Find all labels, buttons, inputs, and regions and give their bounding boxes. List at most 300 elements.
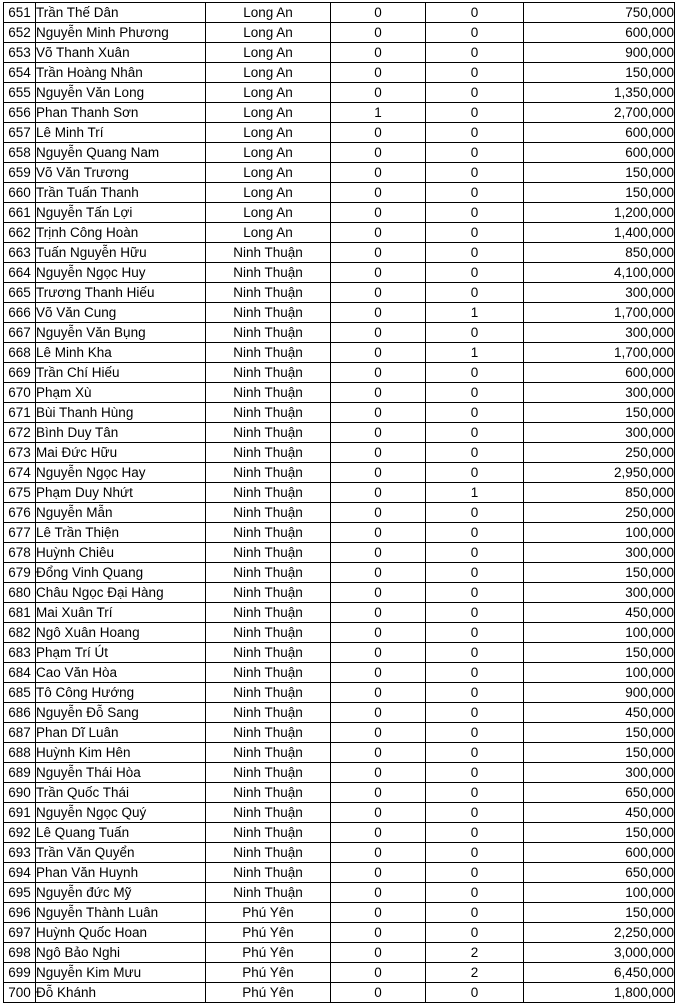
amount-cell[interactable]: 900,000 — [524, 683, 675, 703]
amount-cell[interactable]: 150,000 — [524, 823, 675, 843]
amount-cell[interactable]: 300,000 — [524, 423, 675, 443]
row-number-cell[interactable]: 660 — [4, 183, 36, 203]
row-number-cell[interactable]: 666 — [4, 303, 36, 323]
province-cell[interactable]: Ninh Thuận — [206, 723, 331, 743]
province-cell[interactable]: Ninh Thuận — [206, 483, 331, 503]
full-name-cell[interactable]: Nguyễn Tấn Lợi — [36, 203, 206, 223]
count-2-cell[interactable]: 0 — [426, 363, 524, 383]
count-2-cell[interactable]: 0 — [426, 163, 524, 183]
count-1-cell[interactable]: 0 — [331, 483, 426, 503]
count-1-cell[interactable]: 0 — [331, 343, 426, 363]
full-name-cell[interactable]: Nguyễn Thành Luân — [36, 903, 206, 923]
amount-cell[interactable]: 300,000 — [524, 583, 675, 603]
count-2-cell[interactable]: 0 — [426, 63, 524, 83]
count-1-cell[interactable]: 0 — [331, 243, 426, 263]
row-number-cell[interactable]: 679 — [4, 563, 36, 583]
count-1-cell[interactable]: 0 — [331, 403, 426, 423]
row-number-cell[interactable]: 668 — [4, 343, 36, 363]
full-name-cell[interactable]: Trương Thanh Hiếu — [36, 283, 206, 303]
amount-cell[interactable]: 150,000 — [524, 563, 675, 583]
amount-cell[interactable]: 750,000 — [524, 3, 675, 23]
full-name-cell[interactable]: Huỳnh Quốc Hoan — [36, 923, 206, 943]
full-name-cell[interactable]: Trịnh Công Hoàn — [36, 223, 206, 243]
row-number-cell[interactable]: 698 — [4, 943, 36, 963]
row-number-cell[interactable]: 689 — [4, 763, 36, 783]
amount-cell[interactable]: 300,000 — [524, 763, 675, 783]
count-1-cell[interactable]: 0 — [331, 383, 426, 403]
province-cell[interactable]: Phú Yên — [206, 903, 331, 923]
count-1-cell[interactable]: 0 — [331, 943, 426, 963]
full-name-cell[interactable]: Nguyễn Kim Mưu — [36, 963, 206, 983]
amount-cell[interactable]: 600,000 — [524, 843, 675, 863]
province-cell[interactable]: Ninh Thuận — [206, 863, 331, 883]
count-2-cell[interactable]: 0 — [426, 283, 524, 303]
row-number-cell[interactable]: 658 — [4, 143, 36, 163]
row-number-cell[interactable]: 663 — [4, 243, 36, 263]
count-1-cell[interactable]: 0 — [331, 723, 426, 743]
count-2-cell[interactable]: 0 — [426, 783, 524, 803]
count-1-cell[interactable]: 0 — [331, 963, 426, 983]
row-number-cell[interactable]: 661 — [4, 203, 36, 223]
amount-cell[interactable]: 1,800,000 — [524, 983, 675, 1003]
full-name-cell[interactable]: Nguyễn Minh Phương — [36, 23, 206, 43]
amount-cell[interactable]: 300,000 — [524, 323, 675, 343]
count-2-cell[interactable]: 0 — [426, 23, 524, 43]
province-cell[interactable]: Ninh Thuận — [206, 503, 331, 523]
count-2-cell[interactable]: 0 — [426, 263, 524, 283]
count-1-cell[interactable]: 0 — [331, 883, 426, 903]
province-cell[interactable]: Ninh Thuận — [206, 643, 331, 663]
province-cell[interactable]: Phú Yên — [206, 943, 331, 963]
row-number-cell[interactable]: 687 — [4, 723, 36, 743]
row-number-cell[interactable]: 657 — [4, 123, 36, 143]
province-cell[interactable]: Long An — [206, 43, 331, 63]
full-name-cell[interactable]: Võ Văn Cung — [36, 303, 206, 323]
full-name-cell[interactable]: Bình Duy Tân — [36, 423, 206, 443]
amount-cell[interactable]: 450,000 — [524, 603, 675, 623]
row-number-cell[interactable]: 651 — [4, 3, 36, 23]
count-2-cell[interactable]: 0 — [426, 503, 524, 523]
province-cell[interactable]: Ninh Thuận — [206, 883, 331, 903]
count-2-cell[interactable]: 0 — [426, 43, 524, 63]
amount-cell[interactable]: 150,000 — [524, 903, 675, 923]
count-2-cell[interactable]: 1 — [426, 343, 524, 363]
count-2-cell[interactable]: 0 — [426, 743, 524, 763]
province-cell[interactable]: Ninh Thuận — [206, 443, 331, 463]
amount-cell[interactable]: 250,000 — [524, 503, 675, 523]
count-2-cell[interactable]: 0 — [426, 183, 524, 203]
province-cell[interactable]: Phú Yên — [206, 983, 331, 1003]
amount-cell[interactable]: 2,950,000 — [524, 463, 675, 483]
count-1-cell[interactable]: 0 — [331, 663, 426, 683]
amount-cell[interactable]: 1,400,000 — [524, 223, 675, 243]
amount-cell[interactable]: 150,000 — [524, 403, 675, 423]
full-name-cell[interactable]: Phan Dĩ Luân — [36, 723, 206, 743]
row-number-cell[interactable]: 678 — [4, 543, 36, 563]
province-cell[interactable]: Ninh Thuận — [206, 743, 331, 763]
province-cell[interactable]: Ninh Thuận — [206, 703, 331, 723]
province-cell[interactable]: Ninh Thuận — [206, 683, 331, 703]
full-name-cell[interactable]: Tô Công Hướng — [36, 683, 206, 703]
amount-cell[interactable]: 1,700,000 — [524, 343, 675, 363]
full-name-cell[interactable]: Lê Minh Trí — [36, 123, 206, 143]
count-1-cell[interactable]: 0 — [331, 983, 426, 1003]
province-cell[interactable]: Ninh Thuận — [206, 403, 331, 423]
count-2-cell[interactable]: 0 — [426, 143, 524, 163]
count-2-cell[interactable]: 0 — [426, 703, 524, 723]
full-name-cell[interactable]: Lê Trần Thiện — [36, 523, 206, 543]
full-name-cell[interactable]: Trần Hoàng Nhân — [36, 63, 206, 83]
full-name-cell[interactable]: Nguyễn Ngọc Quý — [36, 803, 206, 823]
count-2-cell[interactable]: 2 — [426, 943, 524, 963]
count-1-cell[interactable]: 0 — [331, 623, 426, 643]
province-cell[interactable]: Ninh Thuận — [206, 763, 331, 783]
full-name-cell[interactable]: Phạm Trí Út — [36, 643, 206, 663]
province-cell[interactable]: Long An — [206, 83, 331, 103]
count-1-cell[interactable]: 0 — [331, 303, 426, 323]
full-name-cell[interactable]: Huỳnh Kim Hên — [36, 743, 206, 763]
amount-cell[interactable]: 1,350,000 — [524, 83, 675, 103]
amount-cell[interactable]: 850,000 — [524, 483, 675, 503]
count-2-cell[interactable]: 0 — [426, 903, 524, 923]
count-1-cell[interactable]: 0 — [331, 123, 426, 143]
count-2-cell[interactable]: 0 — [426, 203, 524, 223]
amount-cell[interactable]: 100,000 — [524, 663, 675, 683]
row-number-cell[interactable]: 676 — [4, 503, 36, 523]
province-cell[interactable]: Ninh Thuận — [206, 523, 331, 543]
row-number-cell[interactable]: 665 — [4, 283, 36, 303]
count-1-cell[interactable]: 0 — [331, 423, 426, 443]
row-number-cell[interactable]: 695 — [4, 883, 36, 903]
row-number-cell[interactable]: 653 — [4, 43, 36, 63]
row-number-cell[interactable]: 664 — [4, 263, 36, 283]
full-name-cell[interactable]: Ngô Bảo Nghi — [36, 943, 206, 963]
province-cell[interactable]: Long An — [206, 123, 331, 143]
province-cell[interactable]: Ninh Thuận — [206, 783, 331, 803]
province-cell[interactable]: Ninh Thuận — [206, 363, 331, 383]
count-2-cell[interactable]: 0 — [426, 843, 524, 863]
row-number-cell[interactable]: 680 — [4, 583, 36, 603]
amount-cell[interactable]: 650,000 — [524, 783, 675, 803]
count-2-cell[interactable]: 1 — [426, 303, 524, 323]
province-cell[interactable]: Long An — [206, 23, 331, 43]
count-2-cell[interactable]: 0 — [426, 103, 524, 123]
count-2-cell[interactable]: 0 — [426, 763, 524, 783]
row-number-cell[interactable]: 652 — [4, 23, 36, 43]
row-number-cell[interactable]: 677 — [4, 523, 36, 543]
count-2-cell[interactable]: 0 — [426, 563, 524, 583]
count-2-cell[interactable]: 0 — [426, 803, 524, 823]
count-1-cell[interactable]: 0 — [331, 263, 426, 283]
full-name-cell[interactable]: Trần Chí Hiếu — [36, 363, 206, 383]
count-1-cell[interactable]: 0 — [331, 863, 426, 883]
row-number-cell[interactable]: 692 — [4, 823, 36, 843]
province-cell[interactable]: Ninh Thuận — [206, 803, 331, 823]
count-1-cell[interactable]: 0 — [331, 823, 426, 843]
amount-cell[interactable]: 100,000 — [524, 523, 675, 543]
count-2-cell[interactable]: 0 — [426, 583, 524, 603]
count-1-cell[interactable]: 0 — [331, 803, 426, 823]
row-number-cell[interactable]: 681 — [4, 603, 36, 623]
province-cell[interactable]: Long An — [206, 163, 331, 183]
full-name-cell[interactable]: Nguyễn Mẫn — [36, 503, 206, 523]
full-name-cell[interactable]: Trần Thế Dân — [36, 3, 206, 23]
row-number-cell[interactable]: 673 — [4, 443, 36, 463]
amount-cell[interactable]: 300,000 — [524, 383, 675, 403]
amount-cell[interactable]: 2,700,000 — [524, 103, 675, 123]
province-cell[interactable]: Ninh Thuận — [206, 243, 331, 263]
row-number-cell[interactable]: 659 — [4, 163, 36, 183]
count-2-cell[interactable]: 0 — [426, 603, 524, 623]
province-cell[interactable]: Ninh Thuận — [206, 323, 331, 343]
row-number-cell[interactable]: 656 — [4, 103, 36, 123]
count-1-cell[interactable]: 0 — [331, 763, 426, 783]
full-name-cell[interactable]: Nguyễn Đỗ Sang — [36, 703, 206, 723]
amount-cell[interactable]: 150,000 — [524, 183, 675, 203]
full-name-cell[interactable]: Nguyễn Thái Hòa — [36, 763, 206, 783]
count-1-cell[interactable]: 0 — [331, 43, 426, 63]
count-1-cell[interactable]: 0 — [331, 3, 426, 23]
count-2-cell[interactable]: 0 — [426, 983, 524, 1003]
row-number-cell[interactable]: 699 — [4, 963, 36, 983]
full-name-cell[interactable]: Lê Quang Tuấn — [36, 823, 206, 843]
row-number-cell[interactable]: 684 — [4, 663, 36, 683]
count-1-cell[interactable]: 0 — [331, 583, 426, 603]
row-number-cell[interactable]: 685 — [4, 683, 36, 703]
amount-cell[interactable]: 150,000 — [524, 163, 675, 183]
count-1-cell[interactable]: 0 — [331, 163, 426, 183]
count-1-cell[interactable]: 0 — [331, 183, 426, 203]
full-name-cell[interactable]: Nguyễn Quang Nam — [36, 143, 206, 163]
count-2-cell[interactable]: 0 — [426, 3, 524, 23]
province-cell[interactable]: Long An — [206, 143, 331, 163]
province-cell[interactable]: Phú Yên — [206, 963, 331, 983]
amount-cell[interactable]: 150,000 — [524, 643, 675, 663]
row-number-cell[interactable]: 667 — [4, 323, 36, 343]
count-2-cell[interactable]: 0 — [426, 383, 524, 403]
count-1-cell[interactable]: 0 — [331, 463, 426, 483]
count-1-cell[interactable]: 0 — [331, 643, 426, 663]
full-name-cell[interactable]: Phan Thanh Sơn — [36, 103, 206, 123]
count-2-cell[interactable]: 0 — [426, 623, 524, 643]
row-number-cell[interactable]: 690 — [4, 783, 36, 803]
amount-cell[interactable]: 600,000 — [524, 143, 675, 163]
count-2-cell[interactable]: 0 — [426, 123, 524, 143]
count-2-cell[interactable]: 0 — [426, 723, 524, 743]
province-cell[interactable]: Ninh Thuận — [206, 263, 331, 283]
row-number-cell[interactable]: 654 — [4, 63, 36, 83]
count-1-cell[interactable]: 0 — [331, 323, 426, 343]
count-2-cell[interactable]: 0 — [426, 403, 524, 423]
province-cell[interactable]: Long An — [206, 223, 331, 243]
amount-cell[interactable]: 650,000 — [524, 863, 675, 883]
amount-cell[interactable]: 1,700,000 — [524, 303, 675, 323]
amount-cell[interactable]: 450,000 — [524, 803, 675, 823]
full-name-cell[interactable]: Võ Văn Trương — [36, 163, 206, 183]
row-number-cell[interactable]: 674 — [4, 463, 36, 483]
row-number-cell[interactable]: 693 — [4, 843, 36, 863]
count-2-cell[interactable]: 0 — [426, 83, 524, 103]
province-cell[interactable]: Long An — [206, 3, 331, 23]
amount-cell[interactable]: 300,000 — [524, 283, 675, 303]
count-1-cell[interactable]: 0 — [331, 363, 426, 383]
province-cell[interactable]: Ninh Thuận — [206, 543, 331, 563]
count-2-cell[interactable]: 0 — [426, 863, 524, 883]
province-cell[interactable]: Ninh Thuận — [206, 583, 331, 603]
amount-cell[interactable]: 450,000 — [524, 703, 675, 723]
count-1-cell[interactable]: 0 — [331, 703, 426, 723]
count-1-cell[interactable]: 0 — [331, 83, 426, 103]
amount-cell[interactable]: 1,200,000 — [524, 203, 675, 223]
full-name-cell[interactable]: Trần Tuấn Thanh — [36, 183, 206, 203]
row-number-cell[interactable]: 688 — [4, 743, 36, 763]
count-1-cell[interactable]: 0 — [331, 783, 426, 803]
amount-cell[interactable]: 600,000 — [524, 123, 675, 143]
province-cell[interactable]: Long An — [206, 63, 331, 83]
amount-cell[interactable]: 100,000 — [524, 883, 675, 903]
province-cell[interactable]: Ninh Thuận — [206, 623, 331, 643]
row-number-cell[interactable]: 691 — [4, 803, 36, 823]
province-cell[interactable]: Ninh Thuận — [206, 423, 331, 443]
row-number-cell[interactable]: 697 — [4, 923, 36, 943]
province-cell[interactable]: Ninh Thuận — [206, 563, 331, 583]
count-2-cell[interactable]: 0 — [426, 463, 524, 483]
province-cell[interactable]: Phú Yên — [206, 923, 331, 943]
count-2-cell[interactable]: 0 — [426, 883, 524, 903]
count-2-cell[interactable]: 1 — [426, 483, 524, 503]
amount-cell[interactable]: 100,000 — [524, 623, 675, 643]
full-name-cell[interactable]: Trần Văn Quyển — [36, 843, 206, 863]
full-name-cell[interactable]: Võ Thanh Xuân — [36, 43, 206, 63]
row-number-cell[interactable]: 682 — [4, 623, 36, 643]
full-name-cell[interactable]: Châu Ngọc Đại Hàng — [36, 583, 206, 603]
province-cell[interactable]: Ninh Thuận — [206, 603, 331, 623]
row-number-cell[interactable]: 686 — [4, 703, 36, 723]
full-name-cell[interactable]: Cao Văn Hòa — [36, 663, 206, 683]
full-name-cell[interactable]: Lê Minh Kha — [36, 343, 206, 363]
row-number-cell[interactable]: 694 — [4, 863, 36, 883]
count-2-cell[interactable]: 0 — [426, 323, 524, 343]
full-name-cell[interactable]: Nguyễn Văn Bụng — [36, 323, 206, 343]
province-cell[interactable]: Ninh Thuận — [206, 343, 331, 363]
full-name-cell[interactable]: Mai Đức Hữu — [36, 443, 206, 463]
count-1-cell[interactable]: 0 — [331, 843, 426, 863]
province-cell[interactable]: Ninh Thuận — [206, 303, 331, 323]
amount-cell[interactable]: 2,250,000 — [524, 923, 675, 943]
count-1-cell[interactable]: 0 — [331, 23, 426, 43]
row-number-cell[interactable]: 655 — [4, 83, 36, 103]
amount-cell[interactable]: 250,000 — [524, 443, 675, 463]
count-2-cell[interactable]: 0 — [426, 643, 524, 663]
row-number-cell[interactable]: 675 — [4, 483, 36, 503]
full-name-cell[interactable]: Mai Xuân Trí — [36, 603, 206, 623]
amount-cell[interactable]: 900,000 — [524, 43, 675, 63]
full-name-cell[interactable]: Phạm Xù — [36, 383, 206, 403]
count-1-cell[interactable]: 0 — [331, 203, 426, 223]
row-number-cell[interactable]: 669 — [4, 363, 36, 383]
count-2-cell[interactable]: 0 — [426, 823, 524, 843]
full-name-cell[interactable]: Phan Văn Huynh — [36, 863, 206, 883]
count-1-cell[interactable]: 0 — [331, 603, 426, 623]
full-name-cell[interactable]: Đỗ Khánh — [36, 983, 206, 1003]
amount-cell[interactable]: 150,000 — [524, 63, 675, 83]
province-cell[interactable]: Long An — [206, 203, 331, 223]
count-2-cell[interactable]: 2 — [426, 963, 524, 983]
full-name-cell[interactable]: Ngô Xuân Hoang — [36, 623, 206, 643]
province-cell[interactable]: Ninh Thuận — [206, 823, 331, 843]
count-2-cell[interactable]: 0 — [426, 423, 524, 443]
province-cell[interactable]: Ninh Thuận — [206, 463, 331, 483]
full-name-cell[interactable]: Bùi Thanh Hùng — [36, 403, 206, 423]
count-2-cell[interactable]: 0 — [426, 443, 524, 463]
row-number-cell[interactable]: 670 — [4, 383, 36, 403]
count-2-cell[interactable]: 0 — [426, 223, 524, 243]
amount-cell[interactable]: 300,000 — [524, 543, 675, 563]
count-1-cell[interactable]: 0 — [331, 63, 426, 83]
full-name-cell[interactable]: Tuấn Nguyễn Hữu — [36, 243, 206, 263]
full-name-cell[interactable]: Phạm Duy Nhứt — [36, 483, 206, 503]
count-1-cell[interactable]: 0 — [331, 903, 426, 923]
count-1-cell[interactable]: 0 — [331, 543, 426, 563]
province-cell[interactable]: Ninh Thuận — [206, 843, 331, 863]
count-2-cell[interactable]: 0 — [426, 523, 524, 543]
count-2-cell[interactable]: 0 — [426, 543, 524, 563]
amount-cell[interactable]: 6,450,000 — [524, 963, 675, 983]
amount-cell[interactable]: 850,000 — [524, 243, 675, 263]
count-1-cell[interactable]: 0 — [331, 923, 426, 943]
province-cell[interactable]: Ninh Thuận — [206, 663, 331, 683]
amount-cell[interactable]: 150,000 — [524, 723, 675, 743]
count-1-cell[interactable]: 0 — [331, 743, 426, 763]
count-1-cell[interactable]: 0 — [331, 283, 426, 303]
amount-cell[interactable]: 150,000 — [524, 743, 675, 763]
province-cell[interactable]: Ninh Thuận — [206, 283, 331, 303]
full-name-cell[interactable]: Huỳnh Chiêu — [36, 543, 206, 563]
row-number-cell[interactable]: 672 — [4, 423, 36, 443]
full-name-cell[interactable]: Nguyễn Văn Long — [36, 83, 206, 103]
province-cell[interactable]: Long An — [206, 103, 331, 123]
count-1-cell[interactable]: 1 — [331, 103, 426, 123]
row-number-cell[interactable]: 671 — [4, 403, 36, 423]
full-name-cell[interactable]: Đổng Vinh Quang — [36, 563, 206, 583]
amount-cell[interactable]: 600,000 — [524, 363, 675, 383]
amount-cell[interactable]: 4,100,000 — [524, 263, 675, 283]
amount-cell[interactable]: 3,000,000 — [524, 943, 675, 963]
row-number-cell[interactable]: 683 — [4, 643, 36, 663]
count-1-cell[interactable]: 0 — [331, 563, 426, 583]
full-name-cell[interactable]: Nguyễn đức Mỹ — [36, 883, 206, 903]
count-1-cell[interactable]: 0 — [331, 443, 426, 463]
province-cell[interactable]: Long An — [206, 183, 331, 203]
count-2-cell[interactable]: 0 — [426, 243, 524, 263]
province-cell[interactable]: Ninh Thuận — [206, 383, 331, 403]
count-1-cell[interactable]: 0 — [331, 503, 426, 523]
count-1-cell[interactable]: 0 — [331, 523, 426, 543]
count-2-cell[interactable]: 0 — [426, 683, 524, 703]
full-name-cell[interactable]: Nguyễn Ngọc Huy — [36, 263, 206, 283]
row-number-cell[interactable]: 700 — [4, 983, 36, 1003]
row-number-cell[interactable]: 662 — [4, 223, 36, 243]
row-number-cell[interactable]: 696 — [4, 903, 36, 923]
full-name-cell[interactable]: Nguyễn Ngọc Hay — [36, 463, 206, 483]
full-name-cell[interactable]: Trần Quốc Thái — [36, 783, 206, 803]
count-2-cell[interactable]: 0 — [426, 923, 524, 943]
count-1-cell[interactable]: 0 — [331, 223, 426, 243]
count-2-cell[interactable]: 0 — [426, 663, 524, 683]
count-1-cell[interactable]: 0 — [331, 143, 426, 163]
count-1-cell[interactable]: 0 — [331, 683, 426, 703]
amount-cell[interactable]: 600,000 — [524, 23, 675, 43]
